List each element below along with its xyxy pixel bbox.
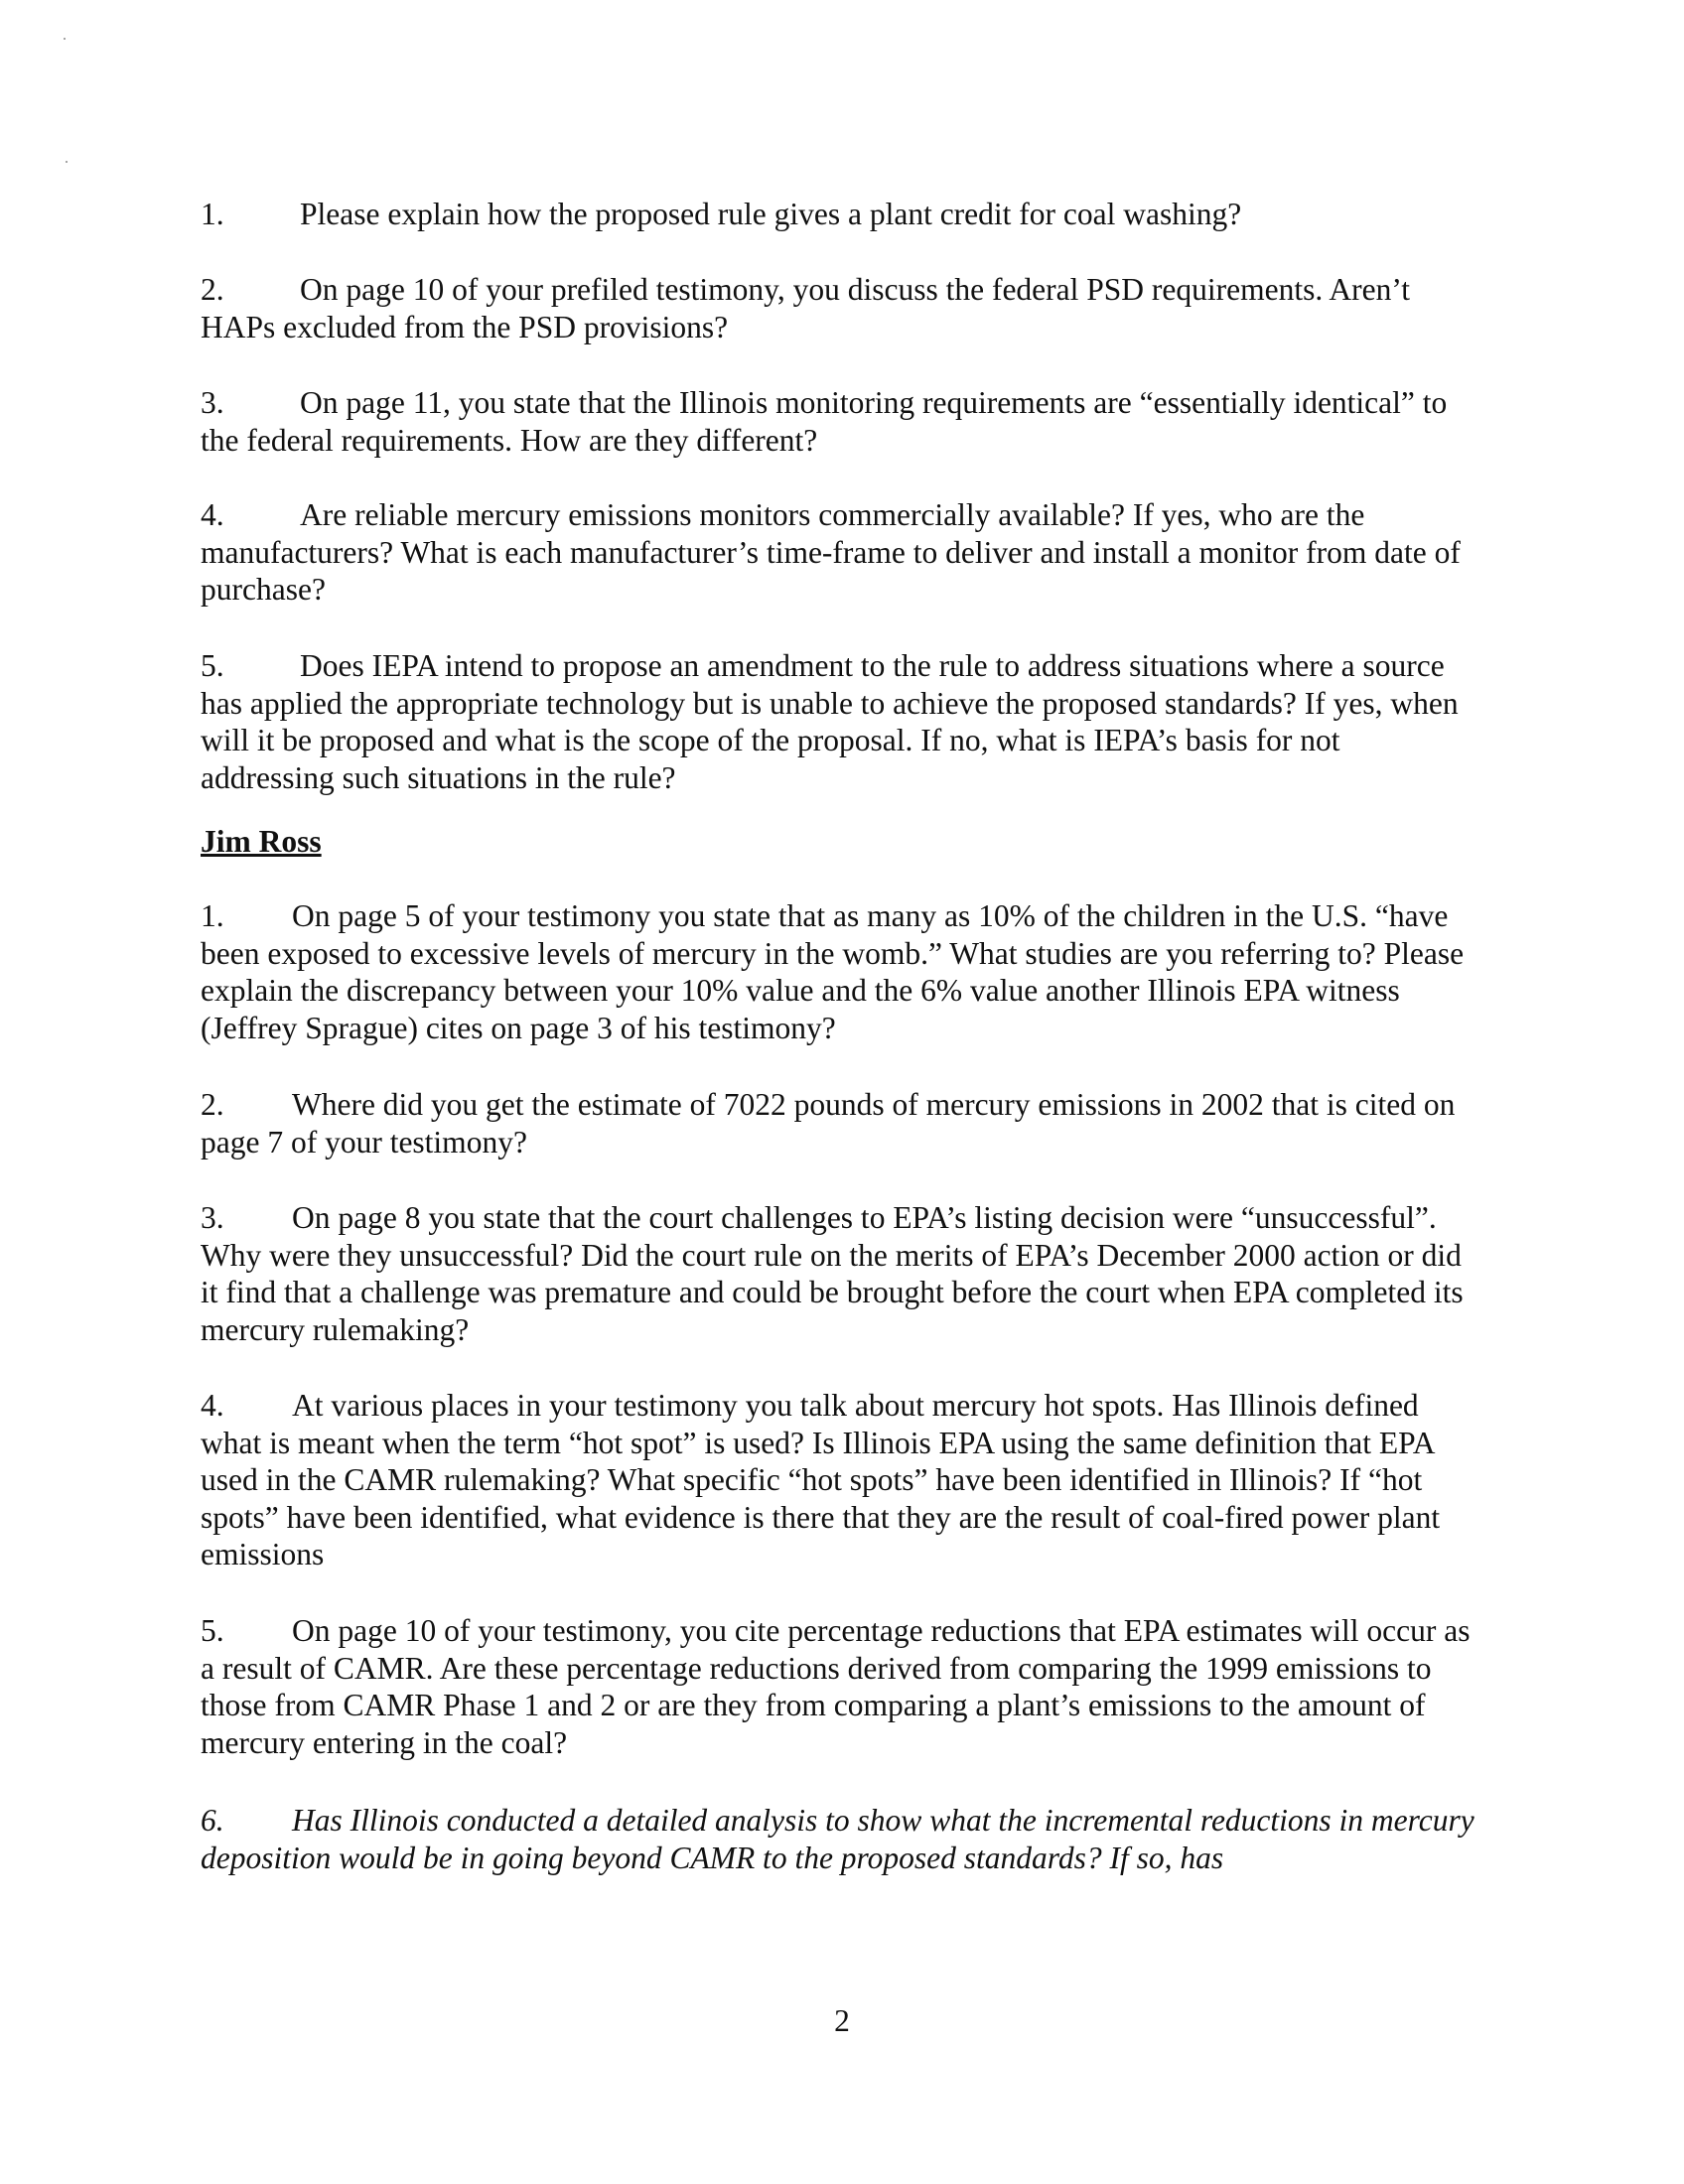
question-text: On page 11, you state that the Illinois monitoring requirements are “essentially identical” to the federal requirements. How are they different? bbox=[201, 385, 1448, 458]
question-text: On page 5 of your testimony you state that as many as 10% of the children in the U.S. “have been exposed to excessive levels of mercury in the womb.” What studies are you referring to? Please explain the discrepancy between your 10% value and the 6% value another Illinois EPA witness (Jeffrey Sprague) cites on page 3 of his testimony? bbox=[201, 898, 1465, 1045]
question-text: Where did you get the estimate of 7022 pounds of mercury emissions in 2002 that is cited on page 7 of your testimony? bbox=[201, 1087, 1456, 1160]
question-text: On page 10 of your testimony, you cite percentage reductions that EPA estimates will occur as a result of CAMR. Are these percentage reductions derived from comparing the 1999 emissions to those from CAMR Phase 1 and 2 or are they from comparing a plant’s emissions to the amount of mercury entering in the coal? bbox=[201, 1613, 1471, 1760]
question-number: 2. bbox=[201, 272, 224, 307]
scan-speck bbox=[64, 38, 66, 40]
question-number: 5. bbox=[201, 1613, 224, 1648]
question-text: Are reliable mercury emissions monitors commercially available? If yes, who are the manufacturers? What is each manufacturer’s time-frame to deliver and install a monitor from date of purchase? bbox=[201, 497, 1461, 607]
question-number: 5. bbox=[201, 648, 224, 683]
question-item bbox=[201, 897, 1481, 1046]
question-item bbox=[201, 1387, 1481, 1573]
question-text: Does IEPA intend to propose an amendment to the rule to address situations where a source has applied the appropriate technology but is unable to achieve the proposed standards? If yes, when will it be proposed and what is the scope of the proposal. If no, what is IEPA’s basis for not addressing such situations in the rule? bbox=[201, 648, 1459, 795]
question-number: 3. bbox=[201, 385, 224, 420]
question-item bbox=[201, 271, 1481, 345]
question-text: Please explain how the proposed rule gives a plant credit for coal washing? bbox=[300, 197, 1242, 231]
scan-speck bbox=[66, 161, 68, 163]
page-number: 2 bbox=[834, 2003, 850, 2038]
question-item bbox=[201, 1802, 1481, 1876]
question-text: On page 8 you state that the court challenges to EPA’s listing decision were “unsuccessful”. Why were they unsuccessful? Did the court rule on the merits of EPA’s December 2000 action or did it find that a challenge was premature and could be brought before the court when EPA completed its mercury rulemaking? bbox=[201, 1200, 1464, 1347]
question-text: Has Illinois conducted a detailed analysis to show what the incremental reductions in mercury deposition would be in going beyond CAMR to the proposed standards? If so, has bbox=[201, 1803, 1474, 1875]
question-text: At various places in your testimony you talk about mercury hot spots. Has Illinois defined what is meant when the term “hot spot” is used? Is Illinois EPA using the same definition that EPA used in the CAMR rulemaking? What specific “hot spots” have been identified in Illinois? If “hot spots” have been identified, what evidence is there that they are the result of coal-fired power plant emissions bbox=[201, 1388, 1441, 1571]
question-number: 6. bbox=[201, 1803, 224, 1838]
question-text: On page 10 of your prefiled testimony, you discuss the federal PSD requirements. Aren’t HAPs excluded from the PSD provisions? bbox=[201, 272, 1411, 344]
question-item bbox=[201, 1086, 1481, 1160]
question-number: 4. bbox=[201, 497, 224, 532]
question-item bbox=[201, 496, 1481, 609]
question-item bbox=[201, 1612, 1481, 1761]
question-item bbox=[201, 384, 1481, 459]
question-number: 1. bbox=[201, 197, 224, 231]
question-item bbox=[201, 647, 1481, 796]
question-number: 3. bbox=[201, 1200, 224, 1235]
question-item bbox=[201, 1199, 1481, 1348]
question-number: 4. bbox=[201, 1388, 224, 1423]
section-heading: Jim Ross bbox=[201, 824, 322, 859]
question-item bbox=[201, 196, 1481, 233]
question-number: 2. bbox=[201, 1087, 224, 1122]
question-number: 1. bbox=[201, 898, 224, 933]
